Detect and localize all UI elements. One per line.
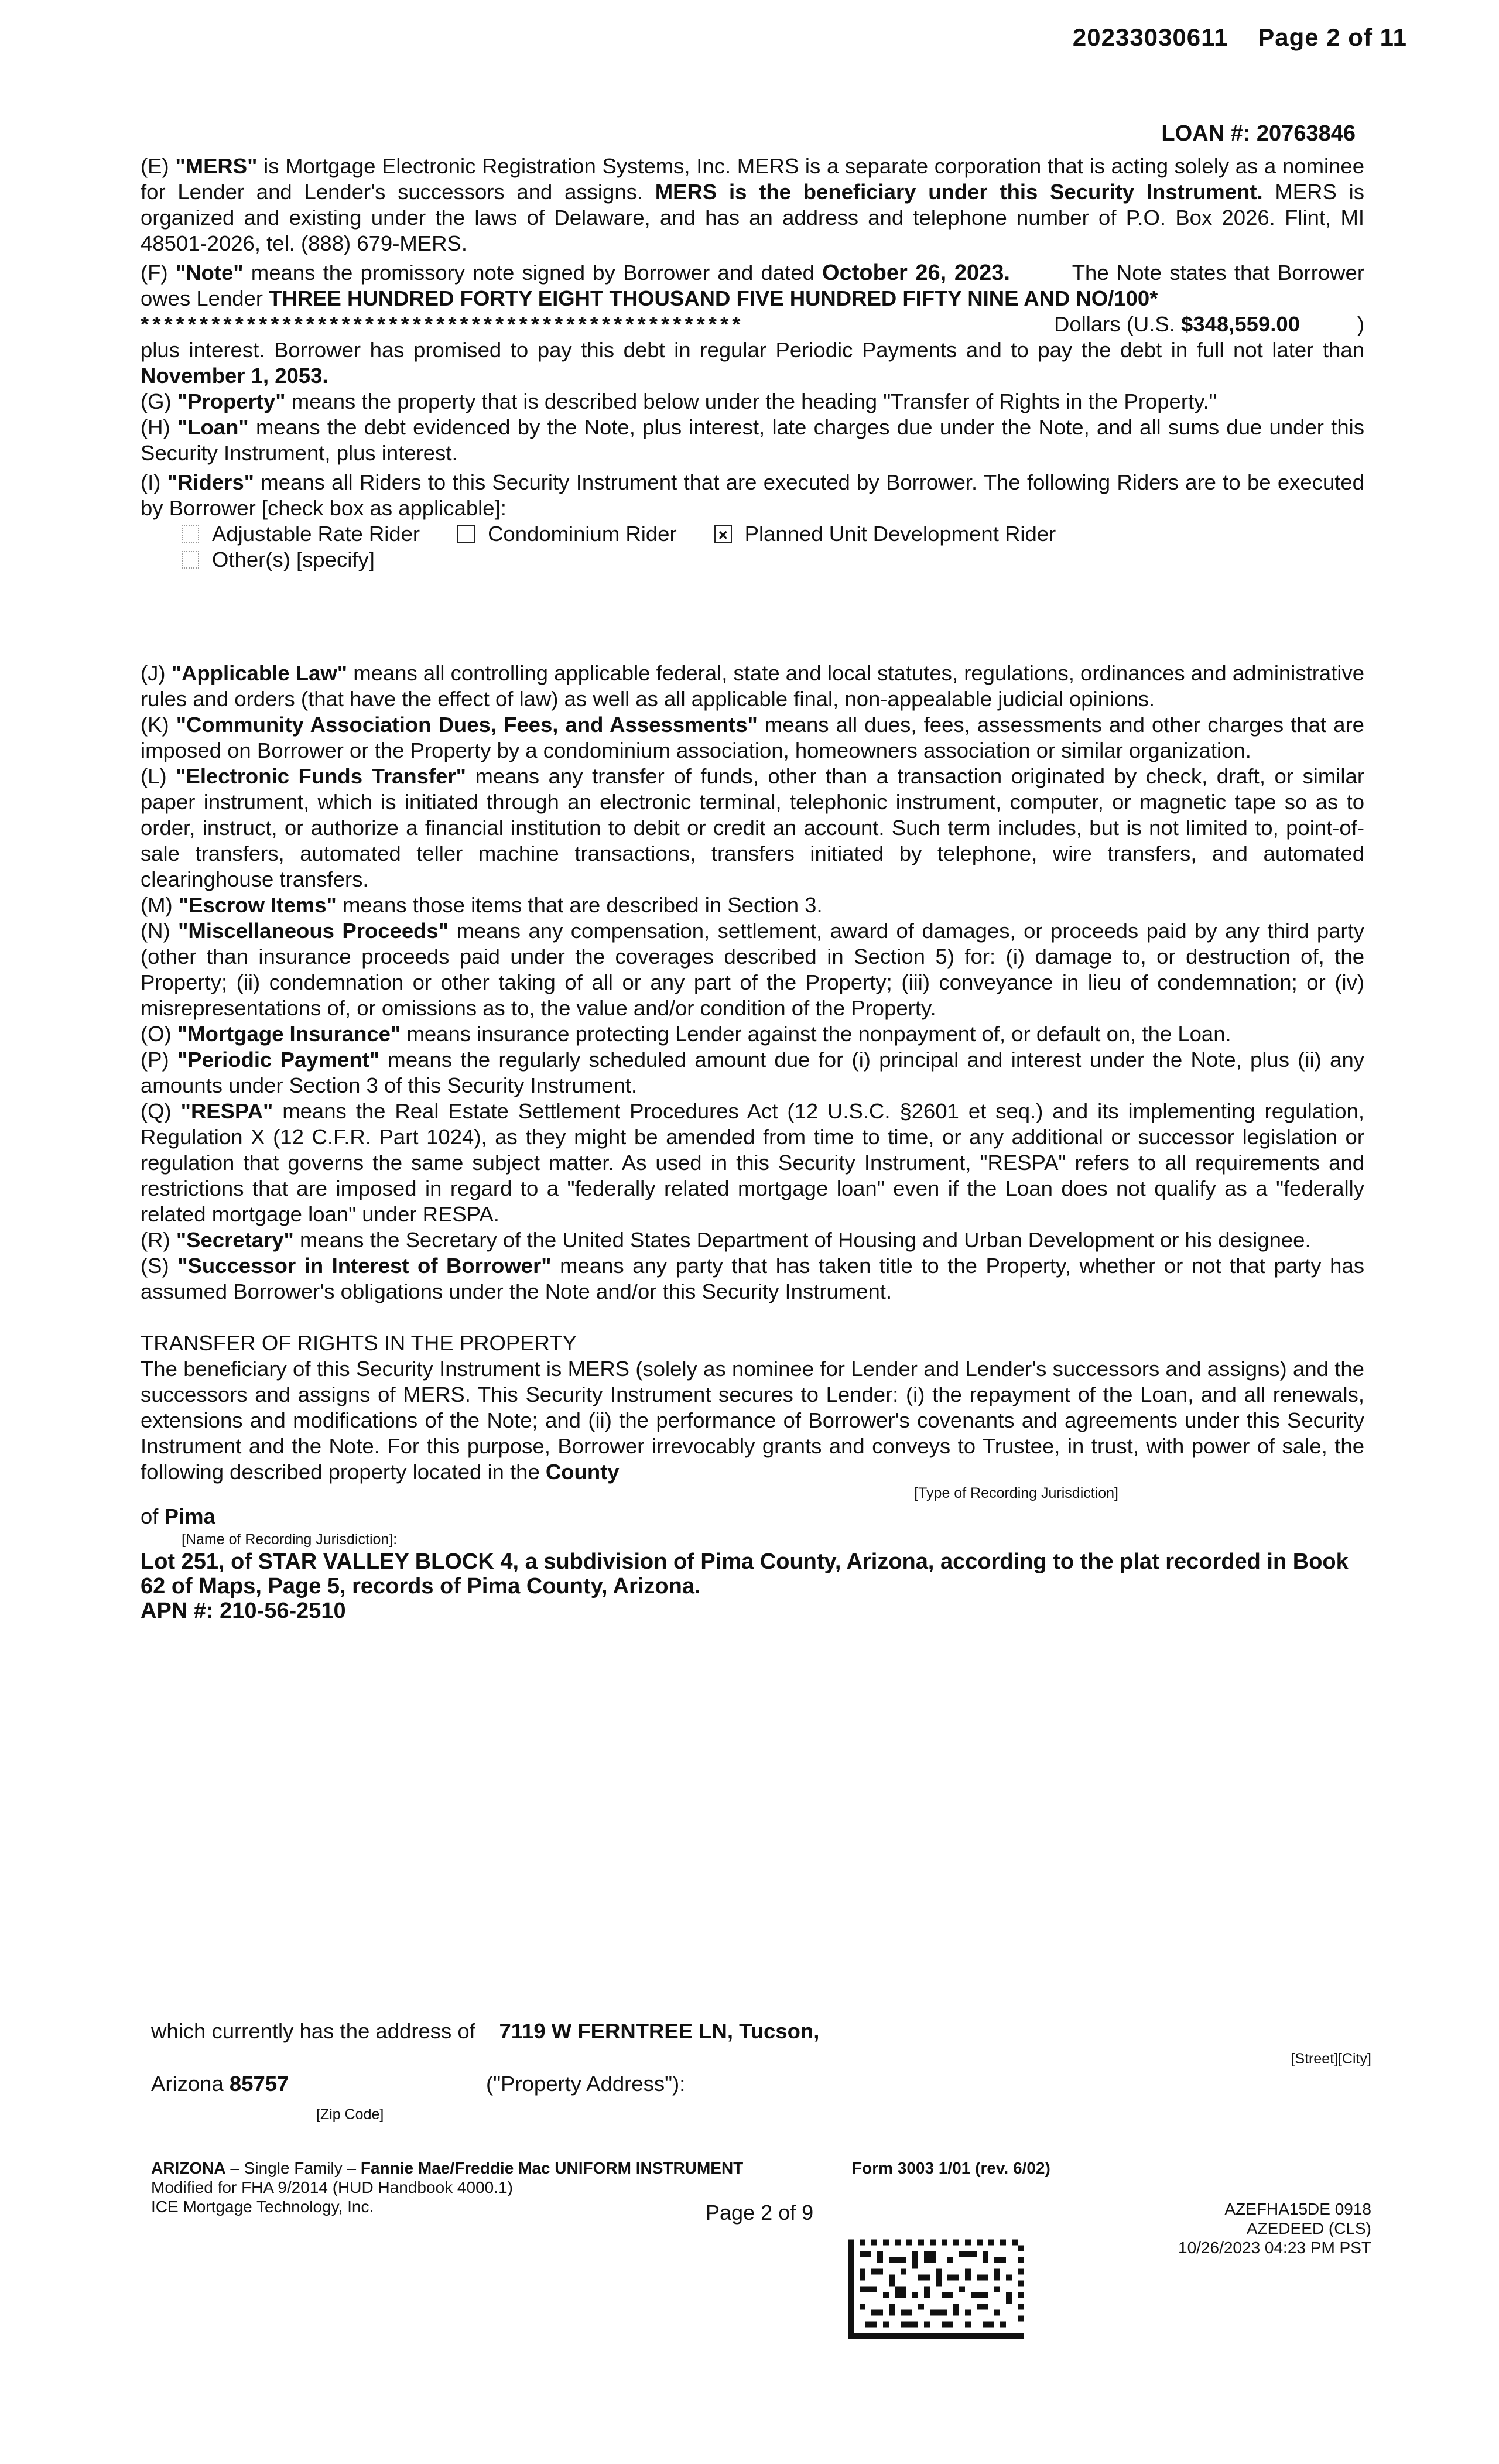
loan-number: LOAN #: 20763846: [1161, 121, 1356, 146]
spacer: [141, 573, 1364, 661]
definition-L: (L) "Electronic Funds Transfer" means any transfer of funds, other than a transaction originated by check, draft, or similar paper instrument, which is initiated through an electronic terminal, telephonic instrument, computer, or magnetic tape so as to order, instruct, or authorize a financial institution to debit or credit an account. Such term includes, but is not limited to, point-of-sale transfers, automated teller machine transactions, transfers initiated by telephone, wire transfers, and automated clearinghouse transfers.: [141, 764, 1364, 891]
footer-page: Page 2 of 9: [706, 2201, 814, 2225]
definition-P: (P) "Periodic Payment" means the regularly scheduled amount due for (i) principal and interest under the Note, plus (ii) any amounts under Section 3 of this Security Instrument.: [141, 1048, 1364, 1097]
rider-other[interactable]: Other(s) [specify]: [182, 547, 375, 573]
apn-number: APN #: 210-56-2510: [141, 1599, 346, 1623]
checkbox-pud-checked[interactable]: ×: [714, 525, 732, 543]
stars-filler: ***************************************************: [141, 312, 744, 336]
definition-O: (O) "Mortgage Insurance" means insurance protecting Lender against the nonpayment of, or default on, the Loan.: [141, 1022, 1231, 1046]
loan-amount: $348,559.00: [1181, 312, 1300, 336]
document-body: [141, 153, 1364, 1623]
footer-left: ARIZONA – Single Family – Fannie Mae/Freddie Mac UNIFORM INSTRUMENT Modified for FHA 9/2014 (HUD Handbook 4000.1) ICE Mortgage Technology, Inc.: [151, 2159, 744, 2216]
legal-description: Lot 251, of STAR VALLEY BLOCK 4, a subdivision of Pima County, Arizona, according to the plat recorded in Book 62 of Maps, Page 5, records of Pima County, Arizona.: [141, 1549, 1349, 1599]
jurisdiction-name-caption: [Name of Recording Jurisdiction]:: [182, 1531, 398, 1548]
note-date: October 26, 2023.: [822, 261, 1010, 285]
riders-row-2: [141, 547, 1364, 573]
jurisdiction-name: Pima: [164, 1504, 215, 1528]
dollars-line: *************************************************** Dollars (U.S. $348,559.00 ): [141, 312, 1364, 336]
definition-F-cont: plus interest. Borrower has promised to pay this debt in regular Periodic Payments and to pay the debt in full not later than November 1, 2053.: [141, 338, 1364, 388]
definition-E: (E) "MERS" is Mortgage Electronic Registration Systems, Inc. MERS is a separate corporation that is acting solely as a nominee for Lender and Lender's successors and assigns. MERS is the beneficiary under this Security Instrument. MERS is organized and existing under the laws of Delaware, and has an address and telephone number of P.O. Box 2026. Flint, MI 48501-2026, tel. (888) 679-MERS.: [141, 154, 1364, 255]
document-header: [1073, 23, 1407, 52]
amount-words: THREE HUNDRED FORTY EIGHT THOUSAND FIVE HUNDRED FIFTY NINE AND NO/100*: [269, 286, 1158, 310]
address-line: which currently has the address of 7119 W FERNTREE LN, Tucson,: [151, 2019, 820, 2043]
document-number: 20233030611: [1072, 23, 1228, 51]
footer-right: AZEFHA15DE 0918 AZEDEED (CLS) 10/26/2023 04:23 PM PST: [1178, 2200, 1371, 2257]
definition-F: (F) "Note" means the promissory note signed by Borrower and dated October 26, 2023. The Note states that Borrower owes Lender THREE HUNDRED FORTY EIGHT THOUSAND FIVE HUNDRED FIFTY NINE AND NO/100*: [141, 261, 1364, 310]
definition-Q: (Q) "RESPA" means the Real Estate Settlement Procedures Act (12 U.S.C. §2601 et seq.) and its implementing regulation, Regulation X (12 C.F.R. Part 1024), as they might be amended from time to time, or any additional or successor legislation or regulation that governs the same subject matter. As used in this Security Instrument, "RESPA" refers to all requirements and restrictions that are imposed in regard to a "federally related mortgage loan" even if the Loan does not qualify as a "federally related mortgage loan" under RESPA.: [141, 1099, 1364, 1226]
definition-M: (M) "Escrow Items" means those items that are described in Section 3.: [141, 893, 823, 917]
property-address-label: ("Property Address"):: [486, 2072, 686, 2096]
barcode-icon: [848, 2238, 1024, 2340]
transfer-paragraph: The beneficiary of this Security Instrument is MERS (solely as nominee for Lender and Lender's successors and assigns) and the successors and assigns of MERS. This Security Instrument secures to Lender: (i) the repayment of the Loan, and all renewals, extensions and modifications of the Note; and (ii) the performance of Borrower's covenants and agreements under this Security Instrument and the Note. For this purpose, Borrower irrevocably grants and conveys to Trustee, in trust, with power of sale, the following described property located in the County: [141, 1357, 1364, 1484]
maturity-date: November 1, 2053.: [141, 364, 328, 388]
definition-N: (N) "Miscellaneous Proceeds" means any compensation, settlement, award of damages, or proceeds paid by any third party (other than insurance proceeds paid under the coverages described in Section 5) for: (i) damage to, or destruction of, the Property; (ii) condemnation or other taking of all or any part of the Property; (iii) conveyance in lieu of condemnation; or (iv) misrepresentations of, or omissions as to, the value and/or condition of the Property.: [141, 919, 1364, 1020]
jurisdiction-line: of Pima: [141, 1504, 215, 1528]
jurisdiction-type: County: [545, 1460, 620, 1484]
rider-condominium[interactable]: Condominium Rider: [457, 521, 677, 547]
definition-G: (G) "Property" means the property that is described below under the heading "Transfer of Rights in the Property.": [141, 389, 1217, 413]
checkbox-other[interactable]: [182, 551, 199, 569]
jurisdiction-type-caption: [Type of Recording Jurisdiction]: [914, 1485, 1118, 1501]
street-city: 7119 W FERNTREE LN, Tucson,: [499, 2019, 820, 2043]
street-city-caption: [Street][City]: [1291, 2051, 1371, 2067]
definition-I: (I) "Riders" means all Riders to this Security Instrument that are executed by Borrower. The following Riders are to be executed by Borrower [check box as applicable]:: [141, 470, 1364, 520]
rider-pud[interactable]: × Planned Unit Development Rider: [714, 521, 1056, 547]
checkbox-condominium[interactable]: [457, 525, 475, 543]
riders-row-1: [141, 521, 1364, 547]
page-indicator: Page 2 of 11: [1258, 23, 1407, 51]
definition-R: (R) "Secretary" means the Secretary of the United States Department of Housing and Urban Development or his designee.: [141, 1228, 1311, 1252]
rider-adjustable[interactable]: Adjustable Rate Rider: [182, 521, 420, 547]
zip-code: 85757: [229, 2072, 289, 2096]
checkbox-adjustable[interactable]: [182, 525, 199, 543]
transfer-heading: TRANSFER OF RIGHTS IN THE PROPERTY: [141, 1331, 577, 1355]
state-zip-line: Arizona 85757: [151, 2072, 289, 2096]
definition-S: (S) "Successor in Interest of Borrower" means any party that has taken title to the Property, whether or not that party has assumed Borrower's obligations under the Note and/or this Security Instrument.: [141, 1254, 1364, 1303]
definition-H: (H) "Loan" means the debt evidenced by the Note, plus interest, late charges due under the Note, and all sums due under this Security Instrument, plus interest.: [141, 415, 1364, 465]
zip-caption: [Zip Code]: [316, 2106, 384, 2123]
definition-J: (J) "Applicable Law" means all controlling applicable federal, state and local statutes, regulations, ordinances and administrative rules and orders (that have the effect of law) as well as all applicable final, non-appealable judicial opinions.: [141, 661, 1364, 711]
definition-K: (K) "Community Association Dues, Fees, and Assessments" means all dues, fees, assessments and other charges that are imposed on Borrower or the Property by a condominium association, homeowners association or similar organization.: [141, 713, 1364, 762]
form-number: Form 3003 1/01 (rev. 6/02): [852, 2159, 1050, 2177]
